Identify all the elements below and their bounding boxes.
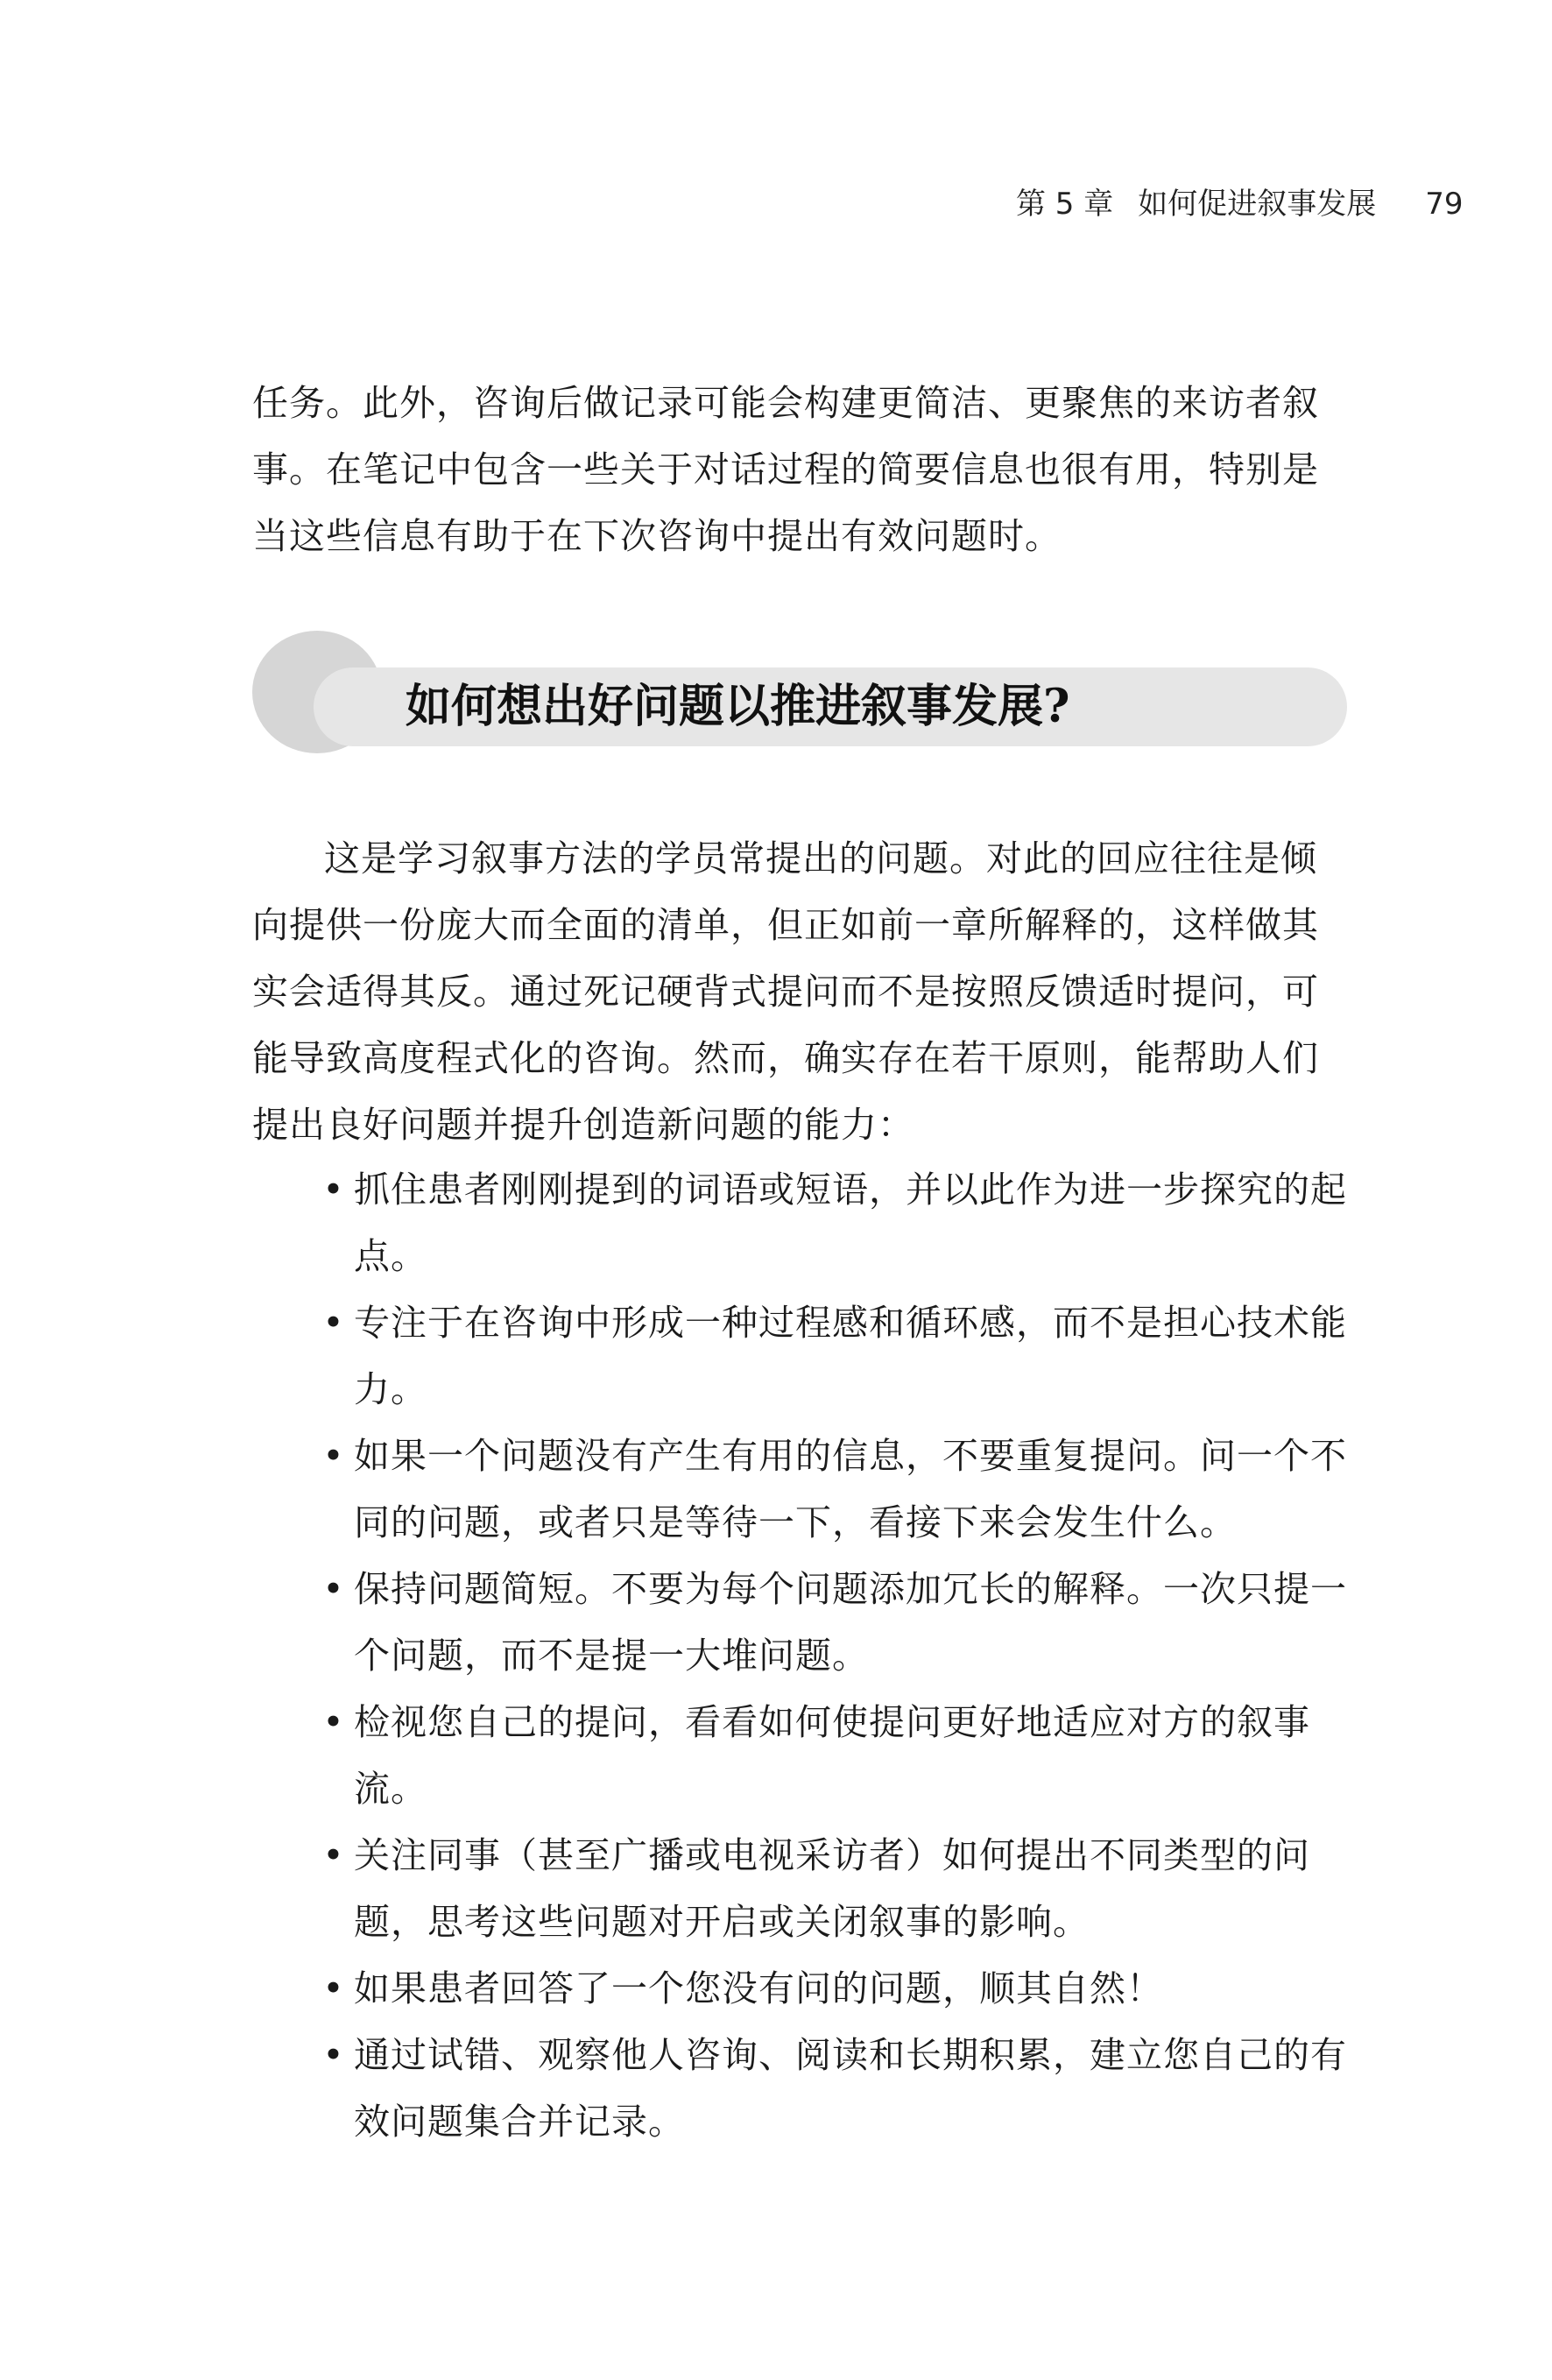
list-item	[252, 1423, 1347, 1556]
bullet-icon: •	[322, 1967, 345, 2009]
list-item	[252, 1822, 1347, 1955]
bullet-icon: •	[322, 1169, 345, 1211]
list-item-text: 检视您自己的提问，看看如何使提问更好地适应对方的叙事流。	[354, 1701, 1310, 1810]
list-item-text: 通过试错、观察他人咨询、阅读和长期积累，建立您自己的有效问题集合并记录。	[354, 2034, 1347, 2143]
list-item-text: 关注同事（甚至广播或电视采访者）如何提出不同类型的问题，思考这些问题对开启或关闭叙事的影响。	[354, 1834, 1310, 1943]
list-item-text: 如果患者回答了一个您没有问的问题，顺其自然！	[354, 1967, 1163, 2009]
list-item-text: 如果一个问题没有产生有用的信息，不要重复提问。问一个不同的问题，或者只是等待一下，看接下来会发生什么。	[354, 1435, 1347, 1543]
bullet-icon: •	[322, 1701, 345, 1743]
list-item	[252, 1556, 1347, 1689]
running-header	[1016, 182, 1464, 226]
list-item	[252, 1689, 1347, 1822]
chapter-number: 第 5 章	[1016, 187, 1114, 222]
list-item-text: 保持问题简短。不要为每个问题添加冗长的解释。一次只提一个问题，而不是提一大堆问题。	[354, 1568, 1347, 1677]
section-heading-banner	[252, 631, 1347, 753]
bullet-icon: •	[322, 1435, 345, 1477]
bullet-icon: •	[322, 2034, 345, 2076]
list-item-text: 抓住患者刚刚提到的词语或短语，并以此作为进一步探究的起点。	[354, 1169, 1347, 1277]
page-number: 79	[1425, 187, 1464, 222]
list-item	[252, 1955, 1347, 2022]
paragraph-intro: 这是学习叙事方法的学员常提出的问题。对此的回应往往是倾向提供一份庞大而全面的清单，但正如前一章所解释的，这样做其实会适得其反。通过死记硬背式提问而不是按照反馈适时提问，可能导致高度程式化的咨询。然而，确实存在若干原则，能帮助人们提出良好问题并提升创造新问题的能力：	[252, 837, 1319, 1146]
list-item-text: 专注于在咨询中形成一种过程感和循环感，而不是担心技术能力。	[354, 1302, 1347, 1410]
bullet-icon: •	[322, 1568, 345, 1610]
section-heading: 如何想出好问题以推进叙事发展?	[406, 680, 1070, 733]
bullet-icon: •	[322, 1302, 345, 1344]
chapter-title: 如何促进叙事发展	[1138, 187, 1377, 222]
bullet-icon: •	[322, 1834, 345, 1876]
principles-list	[252, 1156, 1347, 2155]
paragraph-continuation: 任务。此外，咨询后做记录可能会构建更简洁、更聚焦的来访者叙事。在笔记中包含一些关于对话过程的简要信息也很有用，特别是当这些信息有助于在下次咨询中提出有效问题时。	[252, 382, 1319, 557]
list-item	[252, 2022, 1347, 2155]
list-item	[252, 1289, 1347, 1423]
list-item	[252, 1156, 1347, 1289]
